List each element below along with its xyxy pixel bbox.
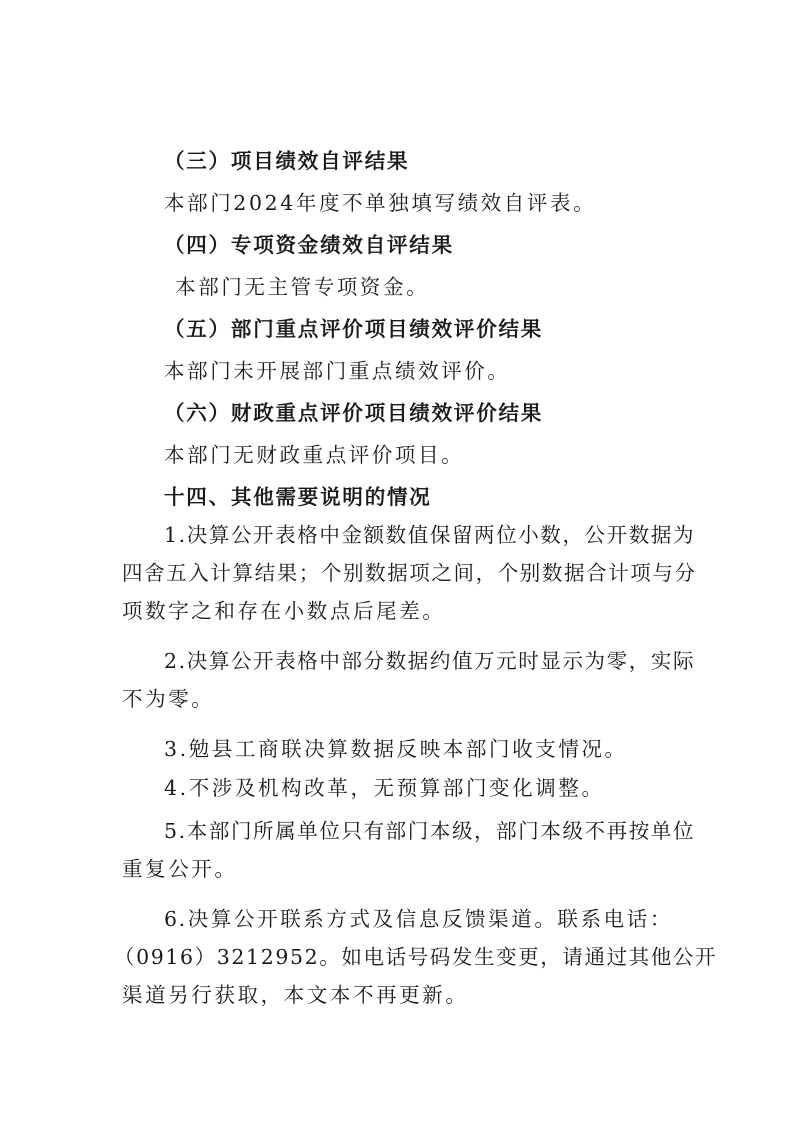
item-1-line-3: 项数字之和存在小数点后尾差。: [122, 599, 446, 623]
section-heading-3: （三）项目绩效自评结果: [164, 149, 410, 173]
item-5-line-1: 5.本部门所属单位只有部门本级，部门本级不再按单位: [164, 819, 696, 843]
section-body-3: 本部门2024年度不单独填写绩效自评表。: [164, 191, 597, 215]
section-heading-6: （六）财政重点评价项目绩效评价结果: [164, 401, 544, 425]
section-heading-5: （五）部门重点评价项目绩效评价结果: [164, 317, 544, 341]
item-3-line-1: 3.勉县工商联决算数据反映本部门收支情况。: [164, 737, 628, 761]
item-5-line-2: 重复公开。: [122, 857, 238, 881]
item-1-line-1: 1.决算公开表格中金额数值保留两位小数，公开数据为: [164, 523, 696, 547]
item-1-line-2: 四舍五入计算结果；个别数据项之间，个别数据合计项与分: [122, 561, 697, 585]
item-6-line-2: （0916）3212952。如电话号码发生变更，请通过其他公开: [114, 945, 718, 969]
section-body-6: 本部门无财政重点评价项目。: [164, 443, 465, 467]
section-body-4: 本部门无主管专项资金。: [166, 275, 430, 299]
item-6-line-3: 渠道另行获取，本文本不再更新。: [122, 983, 469, 1007]
section-heading-4: （四）专项资金绩效自评结果: [164, 233, 454, 257]
section-body-5: 本部门未开展部门重点绩效评价。: [164, 359, 511, 383]
item-2-line-1: 2.决算公开表格中部分数据约值万元时显示为零，实际: [164, 649, 696, 673]
item-4-line-1: 4.不涉及机构改革，无预算部门变化调整。: [164, 776, 605, 800]
item-6-line-1: 6.决算公开联系方式及信息反馈渠道。联系电话：: [164, 907, 672, 931]
section-14-heading: 十四、其他需要说明的情况: [164, 485, 432, 509]
item-2-line-2: 不为零。: [122, 687, 215, 711]
